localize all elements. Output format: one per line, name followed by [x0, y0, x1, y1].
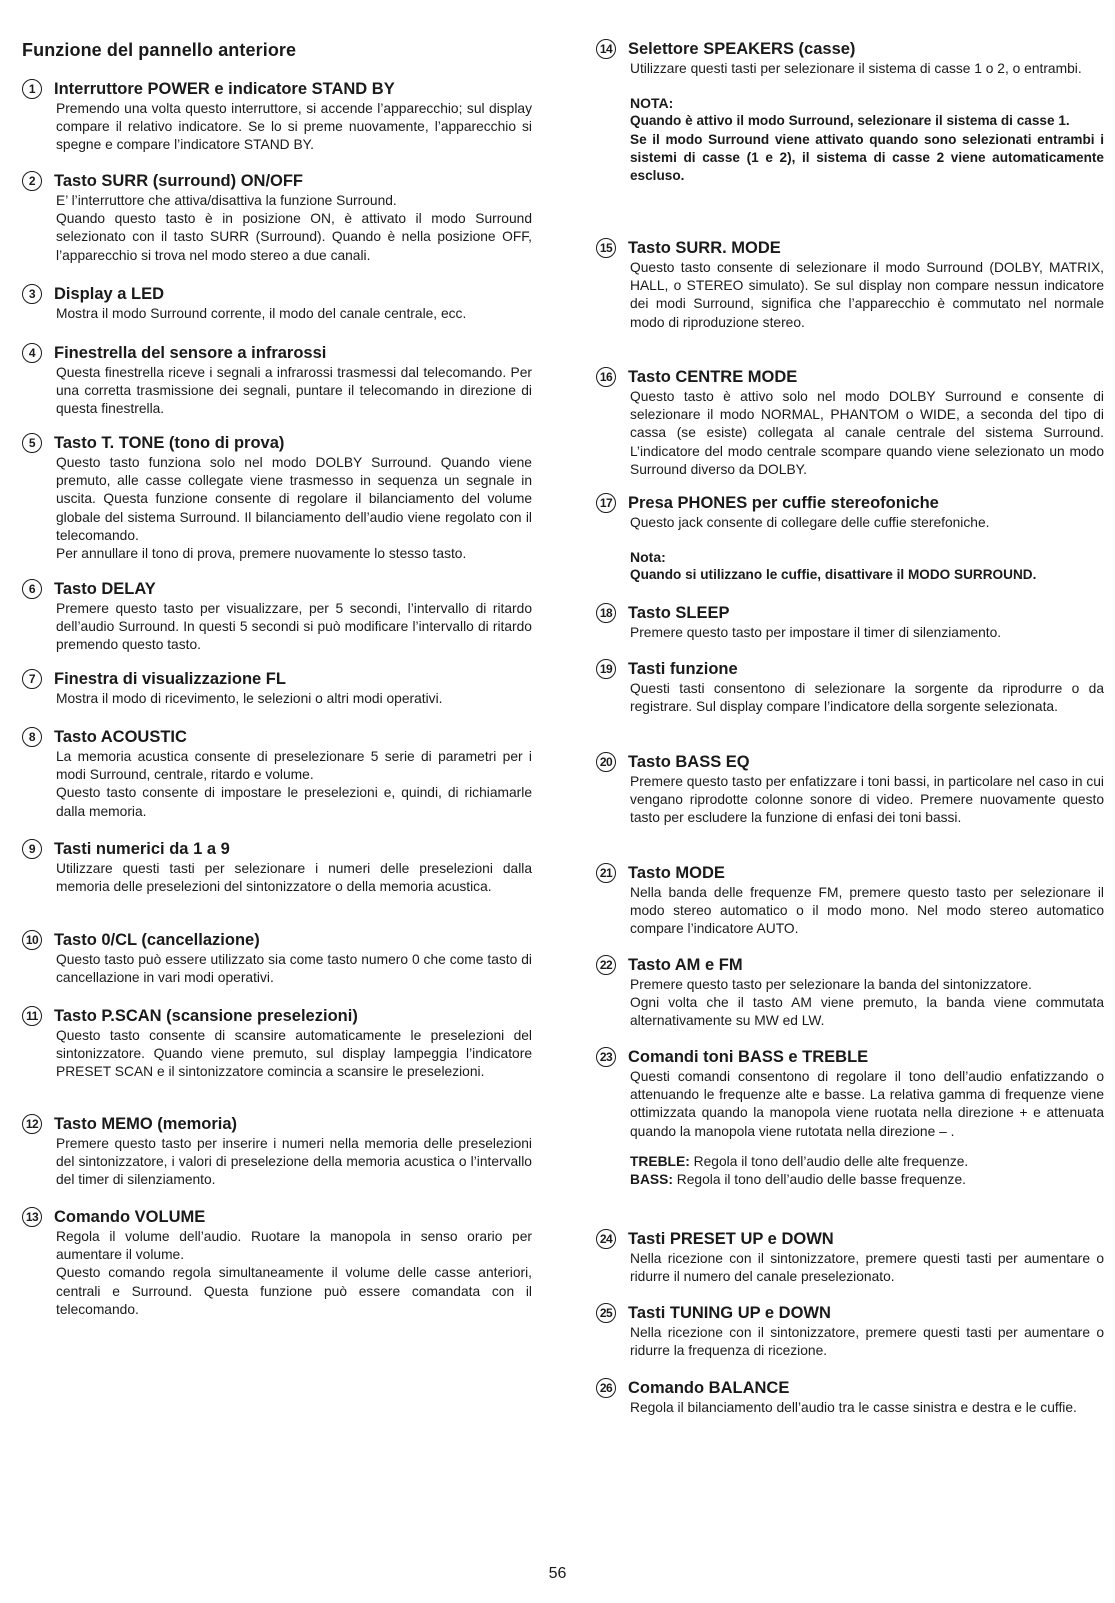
- note-label: Nota:: [630, 549, 666, 566]
- tone-definition: [630, 1153, 1104, 1171]
- description-paragraph: Regola il volume dell’audio. Ruotare la manopola in senso orario per aumentare il volume.: [56, 1229, 532, 1263]
- feature-item: [596, 1302, 1104, 1360]
- description-paragraph: Questa finestrella riceve i segnali a infrarossi trasmessi dal telecomando. Per una corretta trasmissione dei segnali, puntare il telecomando in direzione di questa finestrella.: [56, 365, 532, 417]
- feature-number-badge: 2: [22, 171, 42, 191]
- feature-description: [630, 514, 1104, 585]
- tone-label: BASS:: [630, 1172, 673, 1188]
- feature-heading: [596, 862, 1104, 884]
- note-label: NOTA:: [630, 95, 674, 112]
- description-paragraph: E’ l’interruttore che attiva/disattiva la funzione Surround.: [56, 193, 397, 208]
- feature-description: [56, 1027, 532, 1082]
- description-paragraph: Questo tasto consente di scansire automaticamente le preselezioni del sintonizzatore. Quando viene premuto, sul display lampeggia l’indicatore PRESET SCAN e il sintonizzatore comincia a scansire le preselezioni.: [56, 1028, 532, 1080]
- description-paragraph: Premere questo tasto per inserire i numeri nella memoria delle preselezioni del sintonizzatore, i valori di preselezione della memoria acustica o l’intervallo del timer di silenziamento.: [56, 1136, 532, 1188]
- feature-description: [56, 1135, 532, 1190]
- feature-heading: [596, 954, 1104, 976]
- feature-number-badge: 19: [596, 659, 616, 679]
- feature-number-badge: 15: [596, 238, 616, 258]
- description-paragraph: Questo comando regola simultaneamente il volume delle casse anteriori, centrali e Surround. Questa funzione può essere comandata con il telecomando.: [56, 1265, 532, 1317]
- description-paragraph: Ogni volta che il tasto AM viene premuto, la banda viene commutata alternativamente su MW ed LW.: [630, 995, 1104, 1029]
- feature-heading: [596, 602, 1104, 624]
- feature-title: Tasto 0/CL (cancellazione): [54, 930, 260, 949]
- feature-number-badge: 18: [596, 603, 616, 623]
- feature-item: [22, 432, 532, 563]
- description-paragraph: Questo tasto consente di selezionare il modo Surround (DOLBY, MATRIX, HALL, o STEREO simulato). Se sul display non compare nessun indicatore dei modi Surround, significa che l’apparecchio è commutato nel normale modo di riproduzione stereo.: [630, 260, 1104, 330]
- feature-number-badge: 4: [22, 343, 42, 363]
- feature-heading: [22, 929, 532, 951]
- description-paragraph: Questo tasto consente di impostare le preselezioni e, quindi, di richiamarle dalla memoria.: [56, 785, 532, 819]
- feature-number-badge: 14: [596, 39, 616, 59]
- feature-item: [596, 751, 1104, 828]
- description-paragraph: Mostra il modo di ricevimento, le selezioni o altri modi operativi.: [56, 691, 443, 706]
- description-paragraph: Premere questo tasto per enfatizzare i toni bassi, in particolare nel caso in cui vengano riprodotte colonne sonore di video. Premere nuovamente questo tasto per escludere la funzione di enfasi dei toni bassi.: [630, 774, 1104, 826]
- feature-description: [630, 259, 1104, 332]
- feature-item: [596, 1377, 1104, 1417]
- feature-item: [22, 1113, 532, 1190]
- feature-item: [596, 38, 1104, 185]
- feature-title: Selettore SPEAKERS (casse): [628, 39, 856, 58]
- feature-description: [630, 388, 1104, 479]
- description-paragraph: Utilizzare questi tasti per selezionare i numeri delle preselezioni dalla memoria delle preselezioni del sintonizzatore o della memoria acustica.: [56, 861, 532, 895]
- feature-heading: [22, 342, 532, 364]
- feature-item: [22, 170, 532, 265]
- feature-item: [22, 838, 532, 896]
- feature-item: [22, 929, 532, 987]
- feature-title: Comando VOLUME: [54, 1207, 206, 1226]
- note-text: Se il modo Surround viene attivato quando sono selezionati entrambi i sistemi di casse (1 e 2), il sistema di casse 2 viene automaticamente escluso.: [630, 131, 1104, 184]
- feature-title: Tasto MODE: [628, 863, 725, 882]
- description-paragraph: Questi tasti consentono di selezionare la sorgente da riprodurre o da registrare. Sul display compare l’indicatore della sorgente selezionata.: [630, 681, 1104, 715]
- feature-number-badge: 21: [596, 863, 616, 883]
- feature-description: [56, 748, 532, 821]
- feature-description: [56, 690, 532, 708]
- feature-item: [22, 578, 532, 655]
- feature-description: [56, 454, 532, 563]
- feature-title: Tasto T. TONE (tono di prova): [54, 433, 285, 452]
- description-paragraph: Questo tasto può essere utilizzato sia come tasto numero 0 che come tasto di cancellazione in vari modi operativi.: [56, 952, 532, 986]
- feature-title: Display a LED: [54, 284, 165, 303]
- feature-item: [22, 726, 532, 821]
- feature-heading: [596, 1228, 1104, 1250]
- feature-number-badge: 23: [596, 1047, 616, 1067]
- feature-heading: [22, 1206, 532, 1228]
- feature-item: [596, 1046, 1104, 1189]
- feature-description: [630, 1068, 1104, 1189]
- feature-title: Tasto SURR (surround) ON/OFF: [54, 171, 304, 190]
- feature-item: [22, 342, 532, 419]
- description-paragraph: Nella ricezione con il sintonizzatore, premere questi tasti per aumentare o ridurre la frequenza di ricezione.: [630, 1325, 1104, 1359]
- feature-heading: [596, 1302, 1104, 1324]
- description-paragraph: Questo jack consente di collegare delle cuffie sterefoniche.: [630, 515, 990, 530]
- feature-heading: [596, 751, 1104, 773]
- description-paragraph: La memoria acustica consente di preselezionare 5 serie di parametri per i modi Surround, centrale, ritardo e volume.: [56, 749, 532, 783]
- feature-title: Finestra di visualizzazione FL: [54, 669, 286, 688]
- feature-number-badge: 26: [596, 1378, 616, 1398]
- feature-number-badge: 11: [22, 1006, 42, 1026]
- tone-text: Regola il tono dell’audio delle alte frequenze.: [693, 1153, 969, 1169]
- feature-heading: [22, 726, 532, 748]
- feature-description: [630, 1324, 1104, 1360]
- feature-number-badge: 8: [22, 727, 42, 747]
- feature-item: [22, 1206, 532, 1319]
- feature-title: Tasto ACOUSTIC: [54, 727, 187, 746]
- feature-item: [596, 492, 1104, 585]
- feature-heading: [22, 283, 532, 305]
- feature-number-badge: 24: [596, 1229, 616, 1249]
- feature-title: Tasto AM e FM: [628, 955, 743, 974]
- feature-description: [630, 1399, 1104, 1417]
- feature-item: [596, 366, 1104, 479]
- feature-description: [630, 884, 1104, 939]
- feature-heading: [22, 432, 532, 454]
- tone-text: Regola il tono dell’audio delle basse frequenze.: [676, 1172, 966, 1188]
- feature-title: Tasto CENTRE MODE: [628, 367, 798, 386]
- feature-number-badge: 10: [22, 930, 42, 950]
- feature-description: [56, 364, 532, 419]
- feature-heading: [22, 838, 532, 860]
- feature-heading: [22, 78, 532, 100]
- feature-item: [22, 283, 532, 323]
- feature-title: Tasti numerici da 1 a 9: [54, 839, 230, 858]
- feature-description: [630, 624, 1104, 642]
- feature-description: [630, 60, 1104, 185]
- feature-item: [22, 1005, 532, 1082]
- feature-description: [56, 100, 532, 155]
- feature-title: Comando BALANCE: [628, 1378, 790, 1397]
- feature-description: [56, 951, 532, 987]
- feature-title: Tasto SURR. MODE: [628, 238, 781, 257]
- feature-title: Tasto SLEEP: [628, 603, 730, 622]
- tone-label: TREBLE:: [630, 1153, 690, 1169]
- feature-description: [56, 600, 532, 655]
- feature-number-badge: 13: [22, 1207, 42, 1227]
- note-box: [630, 94, 1104, 185]
- page-title: Funzione del pannello anteriore: [22, 40, 297, 60]
- feature-heading: [596, 1377, 1104, 1399]
- feature-description: [56, 305, 532, 323]
- feature-number-badge: 12: [22, 1114, 42, 1134]
- feature-title: Tasti TUNING UP e DOWN: [628, 1303, 831, 1322]
- note-box: [630, 548, 1104, 584]
- tone-definitions: [630, 1153, 1104, 1189]
- feature-heading: [596, 38, 1104, 60]
- feature-heading: [22, 170, 532, 192]
- feature-description: [630, 680, 1104, 716]
- feature-item: [596, 602, 1104, 642]
- feature-title: Finestrella del sensore a infrarossi: [54, 343, 327, 362]
- feature-item: [596, 954, 1104, 1031]
- feature-heading: [22, 1113, 532, 1135]
- note-text: Quando è attivo il modo Surround, selezionare il sistema di casse 1.: [630, 113, 1070, 129]
- description-paragraph: Premere questo tasto per selezionare la banda del sintonizzatore.: [630, 977, 1032, 992]
- description-paragraph: Utilizzare questi tasti per selezionare il sistema di casse 1 o 2, o entrambi.: [630, 61, 1082, 76]
- feature-number-badge: 3: [22, 284, 42, 304]
- page-number: 56: [548, 1565, 567, 1582]
- description-paragraph: Mostra il modo Surround corrente, il modo del canale centrale, ecc.: [56, 306, 467, 321]
- description-paragraph: Premere questo tasto per visualizzare, per 5 secondi, l’intervallo di ritardo dell’audio Surround. In questi 5 secondi si può modificare l’intervallo di ritardo premendo questo tasto.: [56, 601, 532, 653]
- feature-number-badge: 17: [596, 493, 616, 513]
- feature-title: Interruttore POWER e indicatore STAND BY: [54, 79, 395, 98]
- feature-title: Comandi toni BASS e TREBLE: [628, 1047, 869, 1066]
- description-paragraph: Quando questo tasto è in posizione ON, è attivato il modo Surround selezionato con il tasto SURR (Surround). Quando è nella posizione OFF, l’apparecchio si trova nel modo stereo a due canali.: [56, 211, 532, 263]
- feature-number-badge: 7: [22, 669, 42, 689]
- feature-description: [630, 773, 1104, 828]
- feature-item: [22, 78, 532, 155]
- feature-heading: [596, 1046, 1104, 1068]
- feature-title: Tasto P.SCAN (scansione preselezioni): [54, 1006, 358, 1025]
- feature-number-badge: 9: [22, 839, 42, 859]
- feature-description: [630, 1250, 1104, 1286]
- note-text: Quando si utilizzano le cuffie, disattivare il MODO SURROUND.: [630, 567, 1037, 583]
- feature-title: Presa PHONES per cuffie stereofoniche: [628, 493, 939, 512]
- feature-description: [56, 860, 532, 896]
- feature-number-badge: 16: [596, 367, 616, 387]
- feature-item: [596, 237, 1104, 332]
- feature-item: [596, 658, 1104, 716]
- feature-number-badge: 25: [596, 1303, 616, 1323]
- feature-title: Tasto BASS EQ: [628, 752, 750, 771]
- description-paragraph: Questo tasto è attivo solo nel modo DOLBY Surround e consente di selezionare il modo NORMAL, PHANTOM o WIDE, a seconda del tipo di cassa (se esiste) collegata al canale centrale del sistema Surround. L’indicatore del modo centrale scompare quando viene selezionato un modo Surround diverso da DOLBY.: [630, 389, 1104, 477]
- description-paragraph: Questo tasto funziona solo nel modo DOLBY Surround. Quando viene premuto, alle casse collegate viene trasmesso in sequenza un segnale in uscita. Questa funzione consente di regolare il bilanciamento del volume globale del sistema Surround. Il bilanciamento dell’audio viene regolato con il telecomando.: [56, 455, 532, 543]
- feature-heading: [22, 1005, 532, 1027]
- feature-number-badge: 1: [22, 79, 42, 99]
- feature-heading: [596, 658, 1104, 680]
- feature-number-badge: 22: [596, 955, 616, 975]
- feature-heading: [596, 237, 1104, 259]
- description-paragraph: Questi comandi consentono di regolare il tono dell’audio enfatizzando o attenuando le frequenze alte e basse. La relativa gamma di frequenze viene ottimizzata quando la manopola viene ruotata nella direzione + e attenuata quando la manopola viene rutotata nella direzione – .: [630, 1069, 1104, 1139]
- description-paragraph: Premere questo tasto per impostare il timer di silenziamento.: [630, 625, 1002, 640]
- feature-item: [596, 1228, 1104, 1286]
- feature-title: Tasti funzione: [628, 659, 738, 678]
- feature-title: Tasto DELAY: [54, 579, 156, 598]
- feature-description: [630, 976, 1104, 1031]
- feature-description: [56, 1228, 532, 1319]
- feature-item: [596, 862, 1104, 939]
- feature-number-badge: 20: [596, 752, 616, 772]
- feature-heading: [22, 668, 532, 690]
- feature-title: Tasti PRESET UP e DOWN: [628, 1229, 834, 1248]
- feature-heading: [596, 492, 1104, 514]
- feature-title: Tasto MEMO (memoria): [54, 1114, 238, 1133]
- description-paragraph: Per annullare il tono di prova, premere nuovamente lo stesso tasto.: [56, 546, 467, 562]
- description-paragraph: Regola il bilanciamento dell’audio tra le casse sinistra e destra e le cuffie.: [630, 1400, 1077, 1415]
- feature-heading: [596, 366, 1104, 388]
- feature-number-badge: 6: [22, 579, 42, 599]
- feature-number-badge: 5: [22, 433, 42, 453]
- tone-definition: [630, 1171, 1104, 1189]
- feature-item: [22, 668, 532, 708]
- description-paragraph: Premendo una volta questo interruttore, si accende l’apparecchio; sul display compare il relativo indicatore. Se lo si preme nuovamente, l’apparecchio si spegne e compare l’indicatore STAND BY.: [56, 101, 532, 153]
- feature-description: [56, 192, 532, 265]
- feature-heading: [22, 578, 532, 600]
- description-paragraph: Nella ricezione con il sintonizzatore, premere questi tasti per aumentare o ridurre il numero del canale preselezionato.: [630, 1251, 1104, 1285]
- description-paragraph: Nella banda delle frequenze FM, premere questo tasto per selezionare il modo stereo automatico o il modo mono. Nel modo stereo automatico compare l’indicatore AUTO.: [630, 885, 1104, 937]
